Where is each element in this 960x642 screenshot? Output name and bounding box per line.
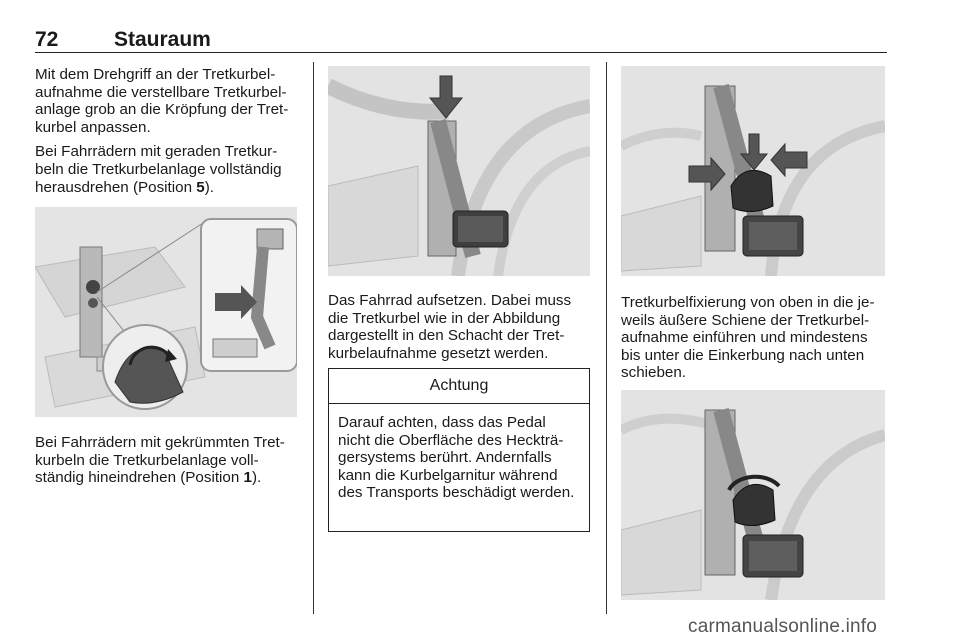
paragraph: Bei Fahrrädern mit geraden Tretkurbeln die Tretkurbelanlage vollständig herausdrehen (Position 5).: [35, 143, 282, 196]
illustration-crank-fixation: [621, 66, 885, 276]
column2-text: [328, 292, 593, 369]
column-divider: [313, 62, 314, 614]
paragraph: Bei Fahrrädern mit gekrümmten Tretkurbeln die Tretkurbelanlage vollständig hineindrehen (Position 1).: [35, 434, 285, 487]
caution-box: [328, 368, 590, 532]
caution-text: Darauf achten, dass das Pedal nicht die Oberfläche des Heckträgersystems berührt. Andernfalls kann die Kurbelgarnitur während des Transports beschädigt werden.: [338, 414, 575, 502]
crank-adjustment-drawing: [35, 207, 297, 417]
watermark: carmanualsonline.info: [688, 616, 878, 637]
column1-text-top: [35, 66, 300, 203]
page-header: [35, 28, 887, 53]
page-number: 72: [35, 28, 59, 51]
illustration-crank-fixed: [621, 390, 885, 600]
caution-title: Achtung: [329, 369, 589, 404]
crank-fixation-drawing: [621, 66, 885, 276]
illustration-crank-adjustment: [35, 207, 297, 417]
paragraph: Tretkurbelfixierung von oben in die jeweils äußere Schiene der Tretkurbelaufnahme einführen und mindestens bis unter die Einkerbung nach unten schieben.: [621, 294, 875, 382]
crank-fixed-drawing: [621, 390, 885, 600]
column1-text-bottom: [35, 434, 300, 494]
illustration-insert-bicycle: [328, 66, 590, 276]
paragraph: Mit dem Drehgriff an der Tretkurbelaufnahme die verstellbare Tretkurbelanlage grob an die Kröpfung der Tretkurbel anpassen.: [35, 66, 289, 136]
chapter-title: Stauraum: [114, 28, 211, 51]
column-divider: [606, 62, 607, 614]
insert-bicycle-drawing: [328, 66, 590, 276]
paragraph: Das Fahrrad aufsetzen. Dabei muss die Tretkurbel wie in der Abbildung dargestellt in den Schacht der Tretkurbelaufnahme gesetzt werden.: [328, 292, 572, 362]
column3-text: [621, 294, 887, 389]
